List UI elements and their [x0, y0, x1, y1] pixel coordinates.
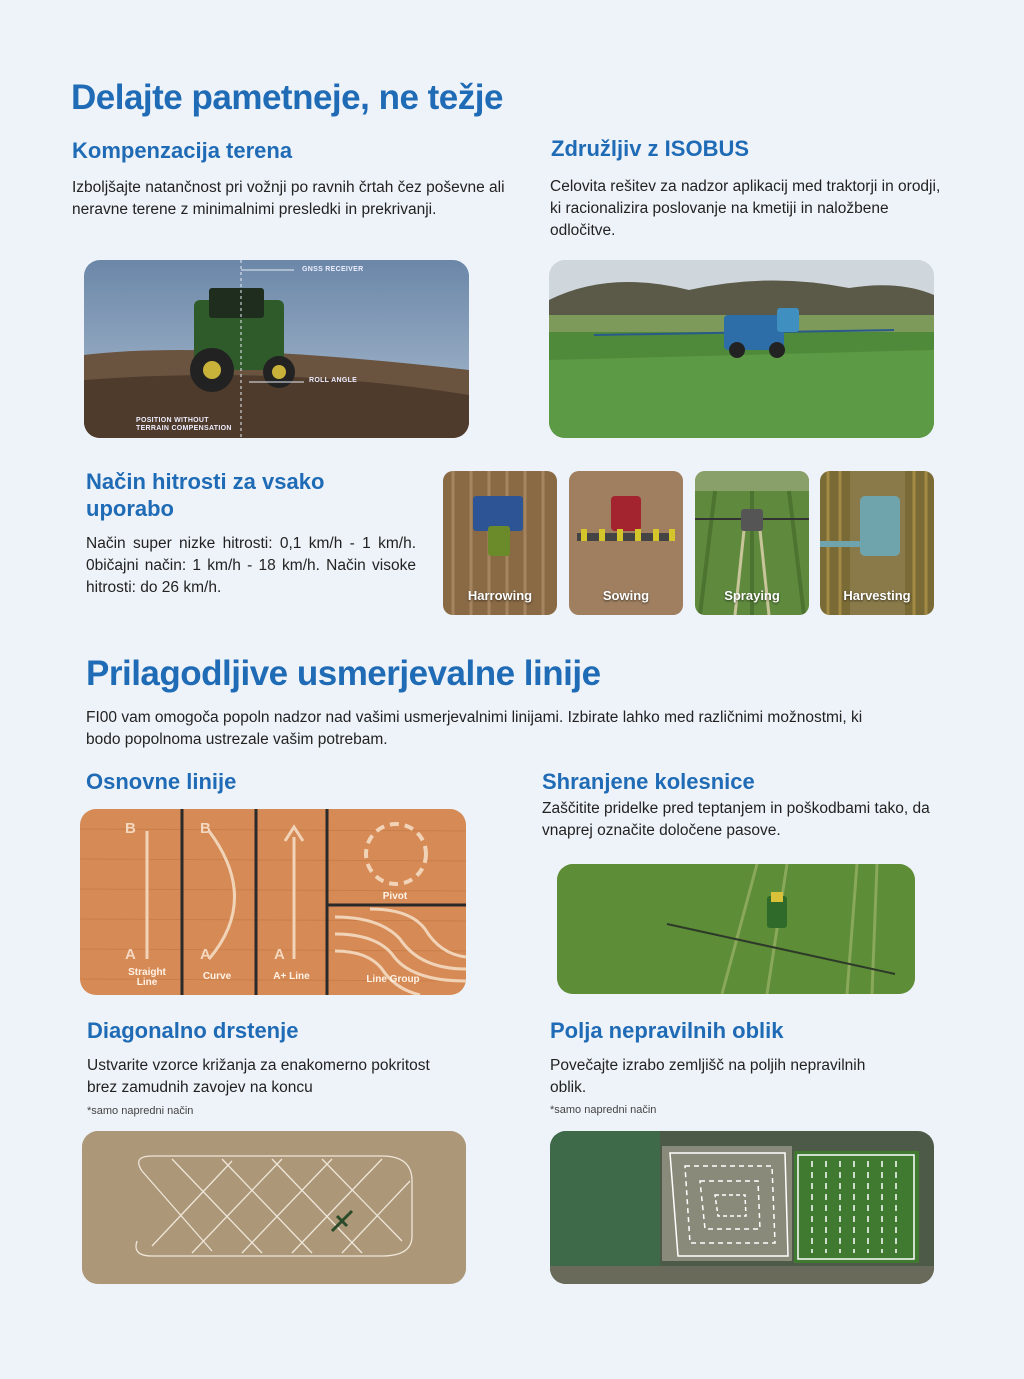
isobus-heading: Združljiv z ISOBUS — [551, 136, 750, 161]
saved-tracks-image — [557, 864, 915, 994]
tile-harrowing-label: Harrowing — [467, 588, 533, 603]
tile-sowing — [569, 471, 683, 615]
straight-label-line1: Straight — [128, 967, 166, 978]
line-group-label: Line Group — [366, 974, 420, 985]
straight-a-letter: A — [125, 946, 136, 963]
tile-harvesting-label: Harvesting — [843, 588, 911, 603]
irregular-note: *samo napredni način — [550, 1104, 657, 1116]
tile-harvesting — [820, 471, 934, 615]
isobus-text: Celovita rešitev za nadzor aplikacij med traktorji in orodji, ki racionalizira poslovanje na kmetiji in naložbene odločitve. — [550, 178, 941, 239]
position-label-line1: POSITION WITHOUT — [136, 417, 209, 424]
irregular-text: Povečajte izrabo zemljišč na poljih nepravilnih oblik. — [550, 1057, 866, 1096]
section2-intro: FI00 vam omogoča popoln nadzor nad vašimi usmerjevalnimi linijami. Izbirate lahko med različnimi možnostmi, ki bodo popolnoma ustrezale vašim potrebam. — [86, 709, 863, 748]
speed-heading: Način hitrosti za vsako uporabo — [86, 469, 325, 521]
section2-title: Prilagodljive usmerjevalne linije — [86, 654, 601, 693]
tile-sowing-label: Sowing — [602, 588, 650, 603]
page-title: Delajte pametneje, ne težje — [71, 78, 503, 117]
curve-a-letter: A — [200, 946, 211, 963]
saved-tracks-heading: Shranjene kolesnice — [542, 769, 755, 794]
basic-lines-heading: Osnovne linije — [86, 769, 237, 794]
aplus-a-letter: A — [274, 946, 285, 963]
gnss-receiver-label: GNSS RECEIVER — [302, 266, 364, 273]
roll-angle-label: ROLL ANGLE — [309, 377, 358, 384]
diagonal-note: *samo napredni način — [87, 1105, 194, 1117]
tile-spraying — [695, 471, 809, 615]
aplus-line-label: A+ Line — [273, 971, 310, 982]
terrain-compensation-image — [84, 260, 469, 438]
straight-line-label — [117, 968, 177, 988]
terrain-heading: Kompenzacija terena — [72, 138, 293, 163]
isobus-sprayer-image — [549, 260, 934, 438]
diagonal-heading: Diagonalno drstenje — [87, 1018, 299, 1043]
saved-tracks-text: Zaščitite pridelke pred teptanjem in poškodbami tako, da vnaprej označite določene pasove. — [542, 800, 930, 839]
diagonal-pattern-image — [82, 1131, 466, 1284]
straight-b-letter: B — [125, 820, 136, 837]
irregular-fields-image — [550, 1131, 934, 1284]
curve-b-letter: B — [200, 820, 211, 837]
pivot-label: Pivot — [382, 891, 408, 902]
straight-label-line2: Line — [136, 977, 158, 988]
position-label-line2: TERRAIN COMPENSATION — [136, 425, 232, 432]
diagonal-text: Ustvarite vzorce križanja za enakomerno pokritost brez zamudnih zavojev na koncu — [87, 1057, 430, 1096]
speed-text: Način super nizke hitrosti: 0,1 km/h - 1 km/h. 0bičajni način: 1 km/h - 18 km/h. Način visoke hitrosti: do 26 km/h. — [86, 535, 416, 596]
basic-lines-image — [80, 809, 466, 995]
curve-label: Curve — [202, 971, 232, 982]
tile-harrowing — [443, 471, 557, 615]
tile-spraying-label: Spraying — [724, 588, 780, 603]
terrain-text: Izboljšajte natančnost pri vožnji po ravnih črtah čez poševne ali neravne terene z minimalnimi presledki in prekrivanji. — [72, 179, 505, 218]
irregular-heading: Polja nepravilnih oblik — [550, 1018, 784, 1043]
